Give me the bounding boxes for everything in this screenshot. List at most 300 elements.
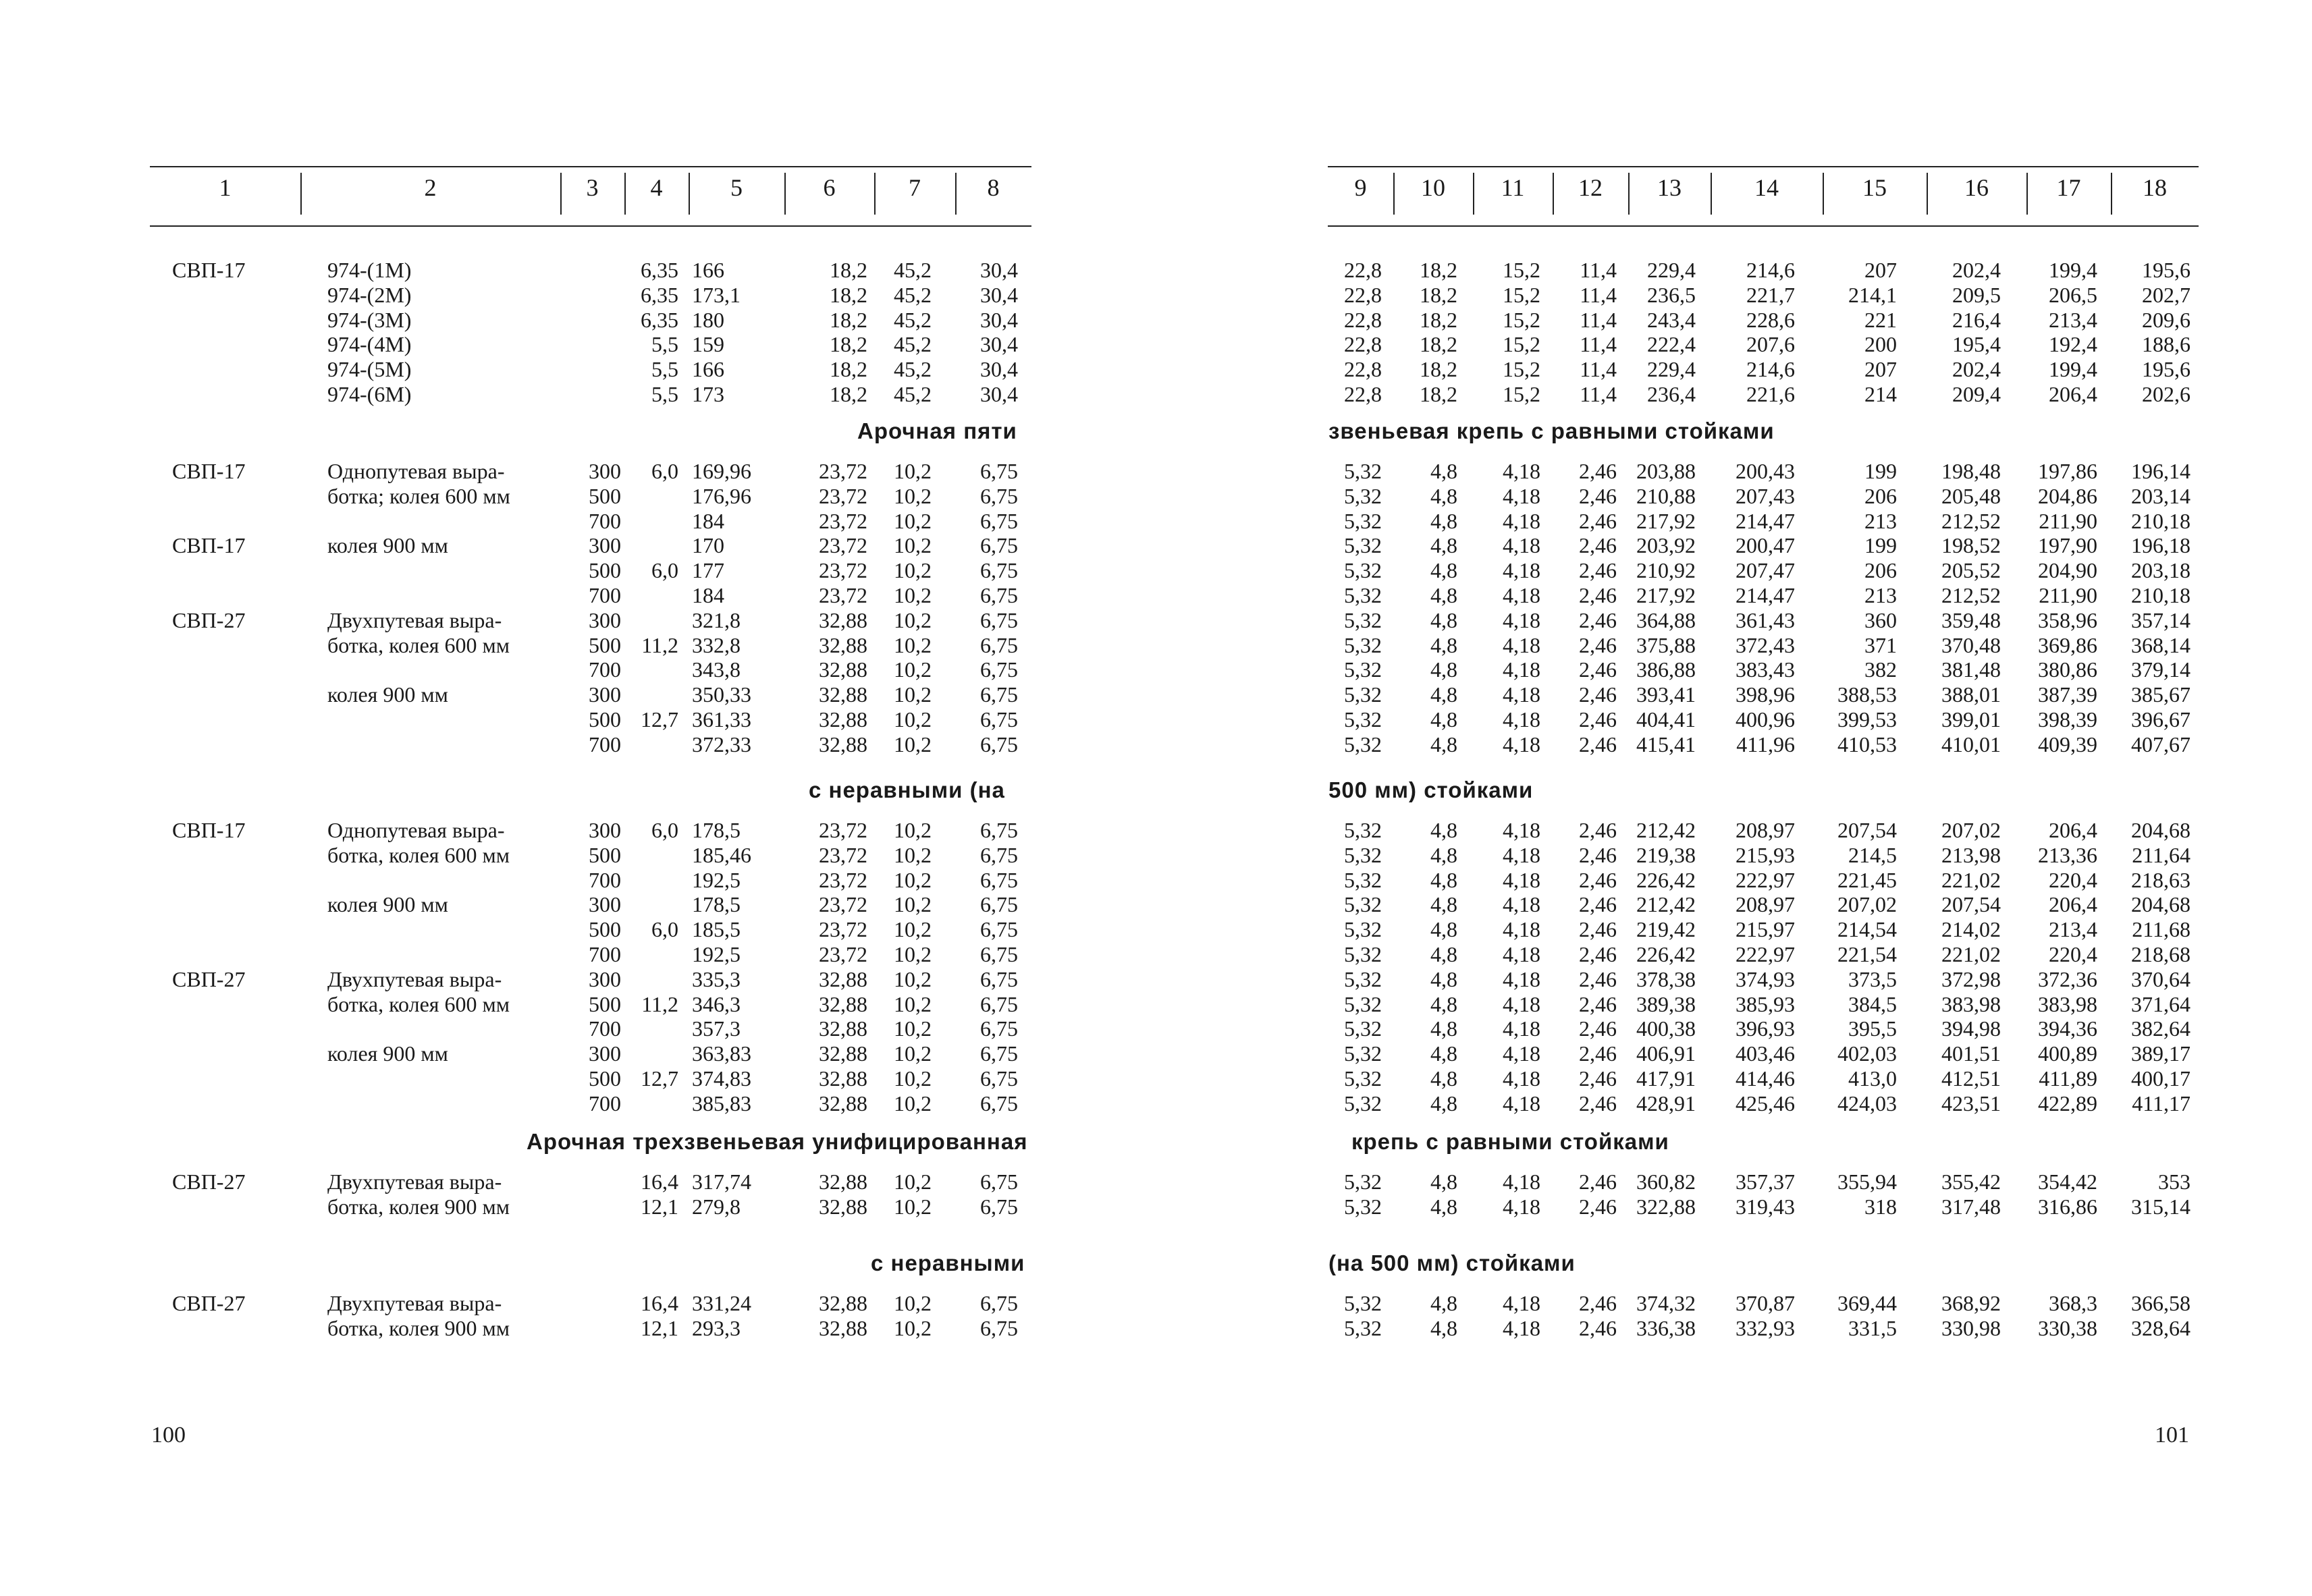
table-cell: 368,14 <box>2131 632 2190 657</box>
table-cell: 212,42 <box>1636 892 1696 917</box>
table-cell: 213,36 <box>2038 842 2097 867</box>
table-cell: 2,46 <box>1579 1091 1617 1116</box>
column-header-14: 14 <box>1754 174 1779 201</box>
table-cell: 176,96 <box>692 483 751 508</box>
table-cell: 214,02 <box>1941 917 2001 942</box>
table-cell: 204,68 <box>2131 892 2190 917</box>
table-cell: 212,52 <box>1941 583 2001 607</box>
table-cell: 386,88 <box>1636 657 1696 682</box>
table-cell: 217,92 <box>1636 508 1696 533</box>
table-cell: СВП-17 <box>172 459 246 483</box>
table-cell: 15,2 <box>1503 307 1540 332</box>
table-cell: 173,1 <box>692 282 741 307</box>
table-cell: 15,2 <box>1503 282 1540 307</box>
table-cell: 220,4 <box>2049 942 2097 966</box>
table-cell: 4,18 <box>1503 632 1540 657</box>
table-cell: 5,32 <box>1344 917 1382 942</box>
table-cell: 200 <box>1864 332 1897 357</box>
table-cell: 184 <box>692 508 724 533</box>
table-cell: 205,48 <box>1941 483 2001 508</box>
table-cell: 185,46 <box>692 842 751 867</box>
table-cell: 4,18 <box>1503 966 1540 991</box>
table-cell: 219,38 <box>1636 842 1696 867</box>
table-cell: 414,46 <box>1736 1066 1795 1091</box>
table-cell: 199,4 <box>2049 258 2097 282</box>
table-cell: 2,46 <box>1579 583 1617 607</box>
table-cell: 2,46 <box>1579 1170 1617 1194</box>
table-cell: 6,75 <box>980 607 1018 632</box>
table-cell: 23,72 <box>819 508 867 533</box>
table-cell: 23,72 <box>819 558 867 583</box>
table-cell: 5,32 <box>1344 818 1382 842</box>
table-cell: 974-(2М) <box>327 282 412 307</box>
table-cell: 300 <box>589 682 621 707</box>
table-cell: 197,90 <box>2038 533 2097 558</box>
table-cell: 425,46 <box>1736 1091 1795 1116</box>
table-cell: СВП-17 <box>172 258 246 282</box>
table-cell: 213,98 <box>1941 842 2001 867</box>
table-cell: 10,2 <box>894 1016 932 1041</box>
table-cell: 6,75 <box>980 942 1018 966</box>
table-cell: 4,18 <box>1503 1170 1540 1194</box>
table-cell: 331,24 <box>692 1291 751 1315</box>
table-cell: 4,18 <box>1503 1194 1540 1219</box>
table-cell: 32,88 <box>819 732 867 756</box>
table-cell: 23,72 <box>819 483 867 508</box>
table-cell: 4,18 <box>1503 1041 1540 1066</box>
table-cell: 4,8 <box>1430 707 1457 732</box>
table-cell: 10,2 <box>894 1041 932 1066</box>
table-cell: 4,8 <box>1430 1291 1457 1315</box>
column-header-13: 13 <box>1657 174 1682 201</box>
column-header-3: 3 <box>586 174 599 201</box>
table-cell: 210,88 <box>1636 483 1696 508</box>
table-cell: Двухпутевая выра- <box>327 607 502 632</box>
table-cell: 4,8 <box>1430 991 1457 1016</box>
table-cell: 215,93 <box>1736 842 1795 867</box>
table-cell: 6,0 <box>651 459 678 483</box>
table-cell: 396,67 <box>2131 707 2190 732</box>
table-cell: 12,1 <box>641 1315 678 1340</box>
table-cell: 23,72 <box>819 842 867 867</box>
table-cell: 415,41 <box>1636 732 1696 756</box>
table-cell: 500 <box>589 632 621 657</box>
table-cell: 396,93 <box>1736 1016 1795 1041</box>
table-cell: 360 <box>1864 607 1897 632</box>
table-cell: 195,6 <box>2142 357 2190 382</box>
table-cell: 375,88 <box>1636 632 1696 657</box>
table-cell: 369,86 <box>2038 632 2097 657</box>
table-cell: 385,83 <box>692 1091 751 1116</box>
table-cell: 2,46 <box>1579 682 1617 707</box>
table-cell: 315,14 <box>2131 1194 2190 1219</box>
table-cell: 374,83 <box>692 1066 751 1091</box>
table-cell: 22,8 <box>1344 332 1382 357</box>
table-cell: 243,4 <box>1647 307 1696 332</box>
table-cell: 394,98 <box>1941 1016 2001 1041</box>
table-cell: 2,46 <box>1579 483 1617 508</box>
table-cell: 363,83 <box>692 1041 751 1066</box>
table-cell: 335,3 <box>692 966 741 991</box>
table-cell: 214,1 <box>1848 282 1897 307</box>
page-number: 101 <box>2155 1423 2189 1448</box>
table-cell: 212,42 <box>1636 818 1696 842</box>
table-cell: 10,2 <box>894 1315 932 1340</box>
table-cell: 200,43 <box>1736 459 1795 483</box>
table-cell: 5,32 <box>1344 508 1382 533</box>
table-cell: 293,3 <box>692 1315 741 1340</box>
table-cell: 360,82 <box>1636 1170 1696 1194</box>
table-cell: 4,18 <box>1503 483 1540 508</box>
table-cell: 210,18 <box>2131 508 2190 533</box>
table-cell: 321,8 <box>692 607 741 632</box>
table-cell: 4,18 <box>1503 533 1540 558</box>
table-cell: 196,14 <box>2131 459 2190 483</box>
table-cell: 428,91 <box>1636 1091 1696 1116</box>
table-cell: 10,2 <box>894 917 932 942</box>
table-cell: 206,4 <box>2049 382 2097 406</box>
table-cell: 5,32 <box>1344 966 1382 991</box>
table-cell: 10,2 <box>894 942 932 966</box>
table-cell: 221,7 <box>1746 282 1795 307</box>
table-cell: СВП-27 <box>172 607 246 632</box>
table-cell: 10,2 <box>894 558 932 583</box>
table-cell: 700 <box>589 583 621 607</box>
table-cell: 195,6 <box>2142 258 2190 282</box>
table-cell: 700 <box>589 732 621 756</box>
table-cell: 207,6 <box>1746 332 1795 357</box>
table-cell: 4,18 <box>1503 1091 1540 1116</box>
table-cell: 221,02 <box>1941 867 2001 892</box>
table-cell: 12,1 <box>641 1194 678 1219</box>
table-cell: 4,8 <box>1430 508 1457 533</box>
table-cell: 331,5 <box>1848 1315 1897 1340</box>
table-cell: 404,41 <box>1636 707 1696 732</box>
table-cell: 406,91 <box>1636 1041 1696 1066</box>
section-heading: звеньевая крепь с равными стойками <box>1328 418 1775 443</box>
table-cell: 159 <box>692 332 724 357</box>
table-cell: 423,51 <box>1941 1091 2001 1116</box>
table-cell: 5,5 <box>651 332 678 357</box>
table-cell: 222,97 <box>1736 867 1795 892</box>
table-cell: 5,32 <box>1344 1170 1382 1194</box>
table-cell: 214,54 <box>1837 917 1897 942</box>
table-cell: 18,2 <box>830 382 867 406</box>
table-cell: 5,32 <box>1344 583 1382 607</box>
table-cell: 5,32 <box>1344 483 1382 508</box>
table-cell: 204,90 <box>2038 558 2097 583</box>
table-cell: 178,5 <box>692 818 741 842</box>
table-cell: 214,5 <box>1848 842 1897 867</box>
table-cell: 279,8 <box>692 1194 741 1219</box>
table-cell: 2,46 <box>1579 818 1617 842</box>
table-cell: 5,32 <box>1344 1194 1382 1219</box>
table-cell: 23,72 <box>819 942 867 966</box>
table-cell: 32,88 <box>819 657 867 682</box>
table-cell: 5,32 <box>1344 1016 1382 1041</box>
table-cell: 4,8 <box>1430 632 1457 657</box>
table-cell: 6,75 <box>980 583 1018 607</box>
table-cell: 199 <box>1864 533 1897 558</box>
table-cell: 4,8 <box>1430 459 1457 483</box>
table-cell: 300 <box>589 892 621 917</box>
table-cell: 218,63 <box>2131 867 2190 892</box>
table-cell: 236,5 <box>1647 282 1696 307</box>
table-cell: 500 <box>589 707 621 732</box>
column-header-7: 7 <box>909 174 921 201</box>
table-cell: 373,5 <box>1848 966 1897 991</box>
table-cell: 500 <box>589 558 621 583</box>
table-cell: 2,46 <box>1579 558 1617 583</box>
table-cell: 407,67 <box>2131 732 2190 756</box>
table-cell: 4,18 <box>1503 508 1540 533</box>
table-cell: 381,48 <box>1941 657 2001 682</box>
table-cell: 206 <box>1864 483 1897 508</box>
table-cell: 366,58 <box>2131 1291 2190 1315</box>
column-header-12: 12 <box>1578 174 1603 201</box>
table-cell: 5,32 <box>1344 991 1382 1016</box>
table-cell: 10,2 <box>894 732 932 756</box>
table-cell: 6,75 <box>980 966 1018 991</box>
table-cell: 32,88 <box>819 1291 867 1315</box>
table-cell: 353 <box>2158 1170 2190 1194</box>
table-cell: 322,88 <box>1636 1194 1696 1219</box>
table-cell: 354,42 <box>2038 1170 2097 1194</box>
table-cell: 411,96 <box>1736 732 1795 756</box>
table-cell: 350,33 <box>692 682 751 707</box>
table-cell: 6,0 <box>651 558 678 583</box>
table-cell: 319,43 <box>1736 1194 1795 1219</box>
table-cell: 368,92 <box>1941 1291 2001 1315</box>
table-cell: 2,46 <box>1579 842 1617 867</box>
table-cell: 2,46 <box>1579 892 1617 917</box>
table-cell: 974-(4М) <box>327 332 412 357</box>
table-cell: 4,18 <box>1503 991 1540 1016</box>
table-cell: 4,8 <box>1430 558 1457 583</box>
table-cell: 2,46 <box>1579 607 1617 632</box>
table-cell: 18,2 <box>830 282 867 307</box>
table-cell: 2,46 <box>1579 1041 1617 1066</box>
table-cell: 10,2 <box>894 966 932 991</box>
table-cell: 5,32 <box>1344 607 1382 632</box>
table-cell: 11,4 <box>1580 258 1617 282</box>
table-cell: 22,8 <box>1344 357 1382 382</box>
table-cell: 202,4 <box>1952 357 2001 382</box>
table-cell: 32,88 <box>819 1016 867 1041</box>
table-cell: 6,35 <box>641 307 678 332</box>
table-cell: колея 900 мм <box>327 533 448 558</box>
table-cell: 30,4 <box>980 282 1018 307</box>
table-cell: 45,2 <box>894 258 932 282</box>
table-cell: 207,54 <box>1837 818 1897 842</box>
table-cell: 370,48 <box>1941 632 2001 657</box>
table-cell: 4,18 <box>1503 942 1540 966</box>
table-cell: 500 <box>589 842 621 867</box>
table-cell: 4,18 <box>1503 842 1540 867</box>
table-cell: 4,8 <box>1430 682 1457 707</box>
table-cell: 10,2 <box>894 892 932 917</box>
table-cell: 6,75 <box>980 917 1018 942</box>
table-cell: 207,54 <box>1941 892 2001 917</box>
table-cell: 4,8 <box>1430 818 1457 842</box>
table-cell: 10,2 <box>894 657 932 682</box>
column-header-8: 8 <box>987 174 1000 201</box>
table-cell: 207 <box>1864 357 1897 382</box>
table-cell: 974-(6М) <box>327 382 412 406</box>
right-page <box>1156 0 2312 1596</box>
table-cell: 18,2 <box>830 307 867 332</box>
column-header-4: 4 <box>650 174 663 201</box>
table-cell: 206 <box>1864 558 1897 583</box>
table-cell: 500 <box>589 991 621 1016</box>
table-cell: 218,68 <box>2131 942 2190 966</box>
table-cell: 192,4 <box>2049 332 2097 357</box>
table-cell: 195,4 <box>1952 332 2001 357</box>
table-cell: 402,03 <box>1837 1041 1897 1066</box>
table-cell: 974-(3М) <box>327 307 412 332</box>
table-cell: 316,86 <box>2038 1194 2097 1219</box>
table-cell: 500 <box>589 917 621 942</box>
table-cell: 2,46 <box>1579 732 1617 756</box>
table-cell: 10,2 <box>894 508 932 533</box>
table-cell: 213,4 <box>2049 917 2097 942</box>
column-header-11: 11 <box>1501 174 1525 201</box>
table-cell: 372,43 <box>1736 632 1795 657</box>
table-cell: 11,4 <box>1580 357 1617 382</box>
table-cell: 213 <box>1864 508 1897 533</box>
table-cell: 4,8 <box>1430 867 1457 892</box>
table-cell: 4,8 <box>1430 1170 1457 1194</box>
table-cell: 4,18 <box>1503 917 1540 942</box>
table-cell: ботка, колея 600 мм <box>327 991 510 1016</box>
table-cell: 2,46 <box>1579 707 1617 732</box>
table-cell: 10,2 <box>894 818 932 842</box>
section-heading: 500 мм) стойками <box>1328 777 1534 802</box>
table-cell: 370,64 <box>2131 966 2190 991</box>
table-cell: 388,53 <box>1837 682 1897 707</box>
table-cell: 170 <box>692 533 724 558</box>
table-cell: 6,75 <box>980 991 1018 1016</box>
table-cell: 6,75 <box>980 867 1018 892</box>
table-cell: 6,75 <box>980 1291 1018 1315</box>
table-cell: 384,5 <box>1848 991 1897 1016</box>
table-cell: 359,48 <box>1941 607 2001 632</box>
table-cell: 222,97 <box>1736 942 1795 966</box>
table-cell: 332,93 <box>1736 1315 1795 1340</box>
table-cell: 409,39 <box>2038 732 2097 756</box>
table-cell: СВП-17 <box>172 818 246 842</box>
table-cell: 399,53 <box>1837 707 1897 732</box>
table-cell: 398,39 <box>2038 707 2097 732</box>
table-cell: 6,75 <box>980 459 1018 483</box>
table-cell: 355,42 <box>1941 1170 2001 1194</box>
table-cell: 372,33 <box>692 732 751 756</box>
table-cell: 10,2 <box>894 707 932 732</box>
table-cell: 411,17 <box>2132 1091 2190 1116</box>
column-header-9: 9 <box>1354 174 1367 201</box>
table-cell: 204,68 <box>2131 818 2190 842</box>
table-cell: 198,48 <box>1941 459 2001 483</box>
table-cell: 173 <box>692 382 724 406</box>
table-cell: 328,64 <box>2131 1315 2190 1340</box>
table-cell: 18,2 <box>1420 307 1457 332</box>
table-cell: 216,4 <box>1952 307 2001 332</box>
table-top-rule <box>150 166 1031 167</box>
section-heading: Арочная пяти <box>857 418 1017 443</box>
table-cell: 15,2 <box>1503 382 1540 406</box>
table-cell: 45,2 <box>894 357 932 382</box>
table-cell: 2,46 <box>1579 533 1617 558</box>
table-cell: 330,38 <box>2038 1315 2097 1340</box>
table-cell: 200,47 <box>1736 533 1795 558</box>
table-cell: 371,64 <box>2131 991 2190 1016</box>
column-header-6: 6 <box>823 174 836 201</box>
section-heading: (на 500 мм) стойками <box>1328 1250 1576 1275</box>
table-cell: 215,97 <box>1736 917 1795 942</box>
table-cell: 207,47 <box>1736 558 1795 583</box>
table-cell: 11,2 <box>641 632 678 657</box>
table-cell: 4,8 <box>1430 1091 1457 1116</box>
table-cell: 6,75 <box>980 558 1018 583</box>
table-cell: 32,88 <box>819 1194 867 1219</box>
table-cell: 300 <box>589 607 621 632</box>
table-cell: 355,94 <box>1837 1170 1897 1194</box>
table-cell: 4,8 <box>1430 842 1457 867</box>
table-cell: 5,32 <box>1344 842 1382 867</box>
table-cell: 236,4 <box>1647 382 1696 406</box>
table-cell: 318 <box>1864 1194 1897 1219</box>
table-cell: 6,75 <box>980 1016 1018 1041</box>
table-cell: 211,90 <box>2039 508 2097 533</box>
table-cell: 378,38 <box>1636 966 1696 991</box>
table-cell: 23,72 <box>819 867 867 892</box>
table-cell: 45,2 <box>894 382 932 406</box>
table-cell: 4,18 <box>1503 1291 1540 1315</box>
table-cell: 214,47 <box>1736 508 1795 533</box>
table-cell: 45,2 <box>894 307 932 332</box>
table-cell: 400,17 <box>2131 1066 2190 1091</box>
table-cell: 2,46 <box>1579 1016 1617 1041</box>
table-cell: 211,68 <box>2132 917 2190 942</box>
table-cell: 221,6 <box>1746 382 1795 406</box>
table-cell: 16,4 <box>641 1291 678 1315</box>
column-header-5: 5 <box>730 174 743 201</box>
table-cell: 22,8 <box>1344 282 1382 307</box>
column-header-2: 2 <box>424 174 437 201</box>
table-cell: 399,01 <box>1941 707 2001 732</box>
table-cell: 398,96 <box>1736 682 1795 707</box>
table-cell: Двухпутевая выра- <box>327 966 502 991</box>
table-cell: 226,42 <box>1636 867 1696 892</box>
table-cell: 422,89 <box>2038 1091 2097 1116</box>
table-cell: 10,2 <box>894 1170 932 1194</box>
table-cell: 394,36 <box>2038 1016 2097 1041</box>
table-cell: 4,18 <box>1503 1016 1540 1041</box>
table-cell: 5,32 <box>1344 682 1382 707</box>
table-cell: 32,88 <box>819 607 867 632</box>
table-cell: 166 <box>692 357 724 382</box>
table-cell: 2,46 <box>1579 1066 1617 1091</box>
table-cell: 4,8 <box>1430 892 1457 917</box>
table-cell: 412,51 <box>1941 1066 2001 1091</box>
table-cell: 5,32 <box>1344 867 1382 892</box>
table-cell: 206,4 <box>2049 818 2097 842</box>
table-cell: 6,75 <box>980 818 1018 842</box>
table-cell: 388,01 <box>1941 682 2001 707</box>
table-cell: 383,98 <box>1941 991 2001 1016</box>
table-cell: 393,41 <box>1636 682 1696 707</box>
table-cell: СВП-27 <box>172 966 246 991</box>
